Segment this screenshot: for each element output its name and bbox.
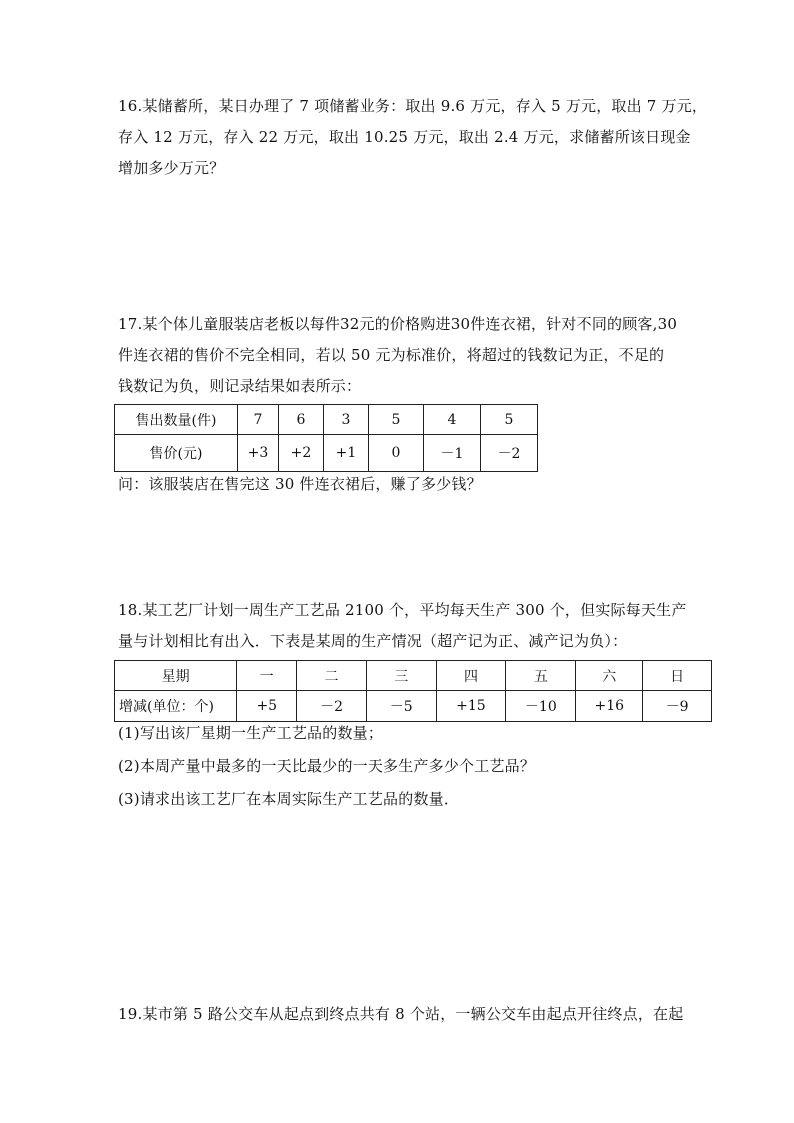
q18-subquestion-2: (2)本周产量中最多的一天比最少的一天多生产多少个工艺品？ bbox=[118, 757, 536, 775]
table-cell: +16 bbox=[576, 691, 643, 722]
table-cell: －1 bbox=[424, 435, 481, 472]
q18-subquestion-3: (3)请求出该工艺厂在本周实际生产工艺品的数量． bbox=[118, 790, 460, 808]
q19-line-1: 19.某市第 5 路公交车从起点到终点共有 8 个站，一辆公交车由起点开往终点，在起 bbox=[118, 1005, 684, 1023]
table-cell: －5 bbox=[366, 691, 436, 722]
table-cell: 3 bbox=[324, 405, 369, 435]
table-cell: 售价(元) bbox=[115, 435, 238, 472]
table-cell: 6 bbox=[279, 405, 324, 435]
table-cell: 二 bbox=[297, 661, 367, 691]
q16-line-1: 16.某储蓄所，某日办理了 7 项储蓄业务：取出 9.6 万元，存入 5 万元，取出 7 万元， bbox=[118, 97, 708, 115]
q18-line-2: 量与计划相比有出入．下表是某周的生产情况（超产记为正、减产记为负）： bbox=[118, 632, 628, 650]
table-cell: 日 bbox=[643, 661, 712, 691]
q17-price-table bbox=[114, 404, 538, 472]
table-cell: 7 bbox=[238, 405, 279, 435]
table-cell: 增减(单位：个) bbox=[115, 691, 237, 722]
q18-production-table bbox=[114, 660, 712, 722]
table-cell: +3 bbox=[238, 435, 279, 472]
q17-question: 问：该服装店在售完这 30 件连衣裙后，赚了多少钱？ bbox=[118, 475, 482, 493]
q18-line-1: 18.某工艺厂计划一周生产工艺品 2100 个，平均每天生产 300 个，但实际每天生产 bbox=[118, 601, 687, 619]
q17-line-3: 钱数记为负，则记录结果如表所示： bbox=[118, 377, 362, 395]
table-cell: 5 bbox=[369, 405, 424, 435]
table-cell: 0 bbox=[369, 435, 424, 472]
table-cell: +5 bbox=[237, 691, 297, 722]
table-cell: 六 bbox=[576, 661, 643, 691]
table-cell: －9 bbox=[643, 691, 712, 722]
table-cell: 四 bbox=[436, 661, 506, 691]
table-cell: +1 bbox=[324, 435, 369, 472]
q17-line-2: 件连衣裙的售价不完全相同，若以 50 元为标准价，将超过的钱数记为正，不足的 bbox=[118, 346, 665, 364]
q16-line-2: 存入 12 万元，存入 22 万元，取出 10.25 万元，取出 2.4 万元，求储蓄所该日现金 bbox=[118, 128, 691, 146]
table-cell: 一 bbox=[237, 661, 297, 691]
q17-line-1: 17.某个体儿童服装店老板以每件32元的价格购进30件连衣裙，针对不同的顾客,30 bbox=[118, 315, 678, 333]
q18-table-row-change bbox=[115, 691, 712, 722]
table-cell: +15 bbox=[436, 691, 506, 722]
table-cell: +2 bbox=[279, 435, 324, 472]
q18-subquestion-1: (1)写出该厂星期一生产工艺品的数量； bbox=[118, 724, 384, 742]
table-cell: 4 bbox=[424, 405, 481, 435]
table-cell: －2 bbox=[297, 691, 367, 722]
table-cell: －10 bbox=[506, 691, 576, 722]
table-cell: 五 bbox=[506, 661, 576, 691]
table-cell: －2 bbox=[481, 435, 538, 472]
table-cell: 5 bbox=[481, 405, 538, 435]
table-cell: 星期 bbox=[115, 661, 237, 691]
q18-table-row-weekday bbox=[115, 661, 712, 691]
q16-line-3: 增加多少万元？ bbox=[118, 159, 225, 177]
q17-table-row-quantity bbox=[115, 405, 538, 435]
table-cell: 售出数量(件) bbox=[115, 405, 238, 435]
table-cell: 三 bbox=[366, 661, 436, 691]
q17-table-row-price bbox=[115, 435, 538, 472]
